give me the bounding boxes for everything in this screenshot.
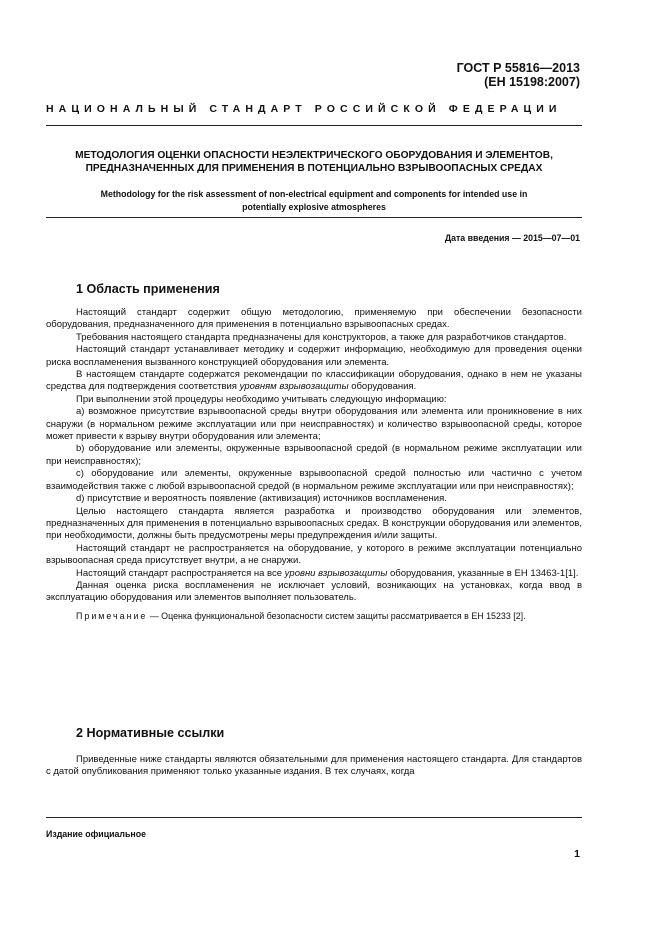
gost-number: ГОСТ Р 55816—2013: [456, 61, 580, 75]
paragraph: Требования настоящего стандарта предназначены для конструкторов, а также для разработчиков стандартов.: [76, 331, 567, 343]
introduction-date: Дата введения — 2015—07—01: [444, 233, 580, 243]
title-ru-line-2: ПРЕДНАЗНАЧЕННЫХ ДЛЯ ПРИМЕНЕНИЯ В ПОТЕНЦИАЛЬНО ВЗРЫВООПАСНЫХ СРЕДАХ: [85, 163, 543, 174]
paragraph: Данная оценка риска воспламенения не исключает условий, возникающих на установках, когда ввод в эксплуатацию оборудования или элементов выполняет пользователь.: [46, 579, 582, 604]
section-2-heading: 2 Нормативные ссылки: [76, 726, 225, 740]
paragraph: Целью настоящего стандарта является разработка и производство оборудования или элементов, предназначенных для применения в потенциально взрывоопасных средах. В конструкции оборудования или элементов, при необходимости, должны быть предусмотрены меры предупреждения и/или защиты.: [46, 505, 582, 542]
paragraph: При выполнении этой процедуры необходимо учитывать следующую информацию:: [76, 393, 447, 405]
edition-label: Издание официальное: [46, 829, 146, 839]
divider-top: [46, 125, 582, 126]
en-number: (ЕН 15198:2007): [484, 75, 580, 89]
note: [46, 610, 582, 622]
text-run: оборудования.: [348, 381, 417, 393]
title-en-line-2: potentially explosive atmospheres: [242, 201, 386, 212]
section-1-body: [46, 307, 582, 622]
paragraph: [46, 369, 582, 394]
paragraph: Настоящий стандарт устанавливает методику и содержит информацию, необходимую для проведения оценки риска воспламенения вызванного конструкцией оборудования или элемента.: [46, 344, 582, 368]
paragraph: Настоящий стандарт содержит общую методологию, применяемую при обеспечении безопасности оборудования, предназначенного для применения в потенциально взрывоопасных средах.: [46, 307, 582, 331]
page-number: 1: [574, 848, 580, 860]
paragraph: Приведенные ниже стандарты являются обязательными для применения настоящего стандарта. Для стандартов с датой опубликования применяют только указанные издания. В тех случаях, когда: [46, 754, 582, 778]
national-standard-heading: НАЦИОНАЛЬНЫЙ СТАНДАРТ РОССИЙСКОЙ ФЕДЕРАЦИИ: [46, 103, 562, 115]
paragraph: Настоящий стандарт не распространяется на оборудование, у которого в режиме эксплуатации потенциально взрывоопасная среда присутствует внутри, а не снаружи.: [46, 542, 582, 567]
text-run: В настоящем стандарте содержатся рекомендации по классификации оборудования, однако в нем не указаны средства для подтверждения соответствия: [46, 369, 582, 393]
emphasis: уровни взрывозащиты: [284, 567, 388, 579]
list-item-a: а) возможное присутствие взрывоопасной среды внутри оборудования или элемента или проникновение в них снаружи (в нормальном режиме эксплуатации или при неисправностях) и количество взрывоопасной среды, которое может привести к взрыву внутри оборудования или элемента;: [46, 406, 582, 443]
standard-designation: [457, 61, 580, 89]
note-label: Примечание: [76, 610, 148, 621]
divider-footer: [46, 817, 582, 818]
section-2-body: [46, 754, 582, 779]
title-ru-line-1: МЕТОДОЛОГИЯ ОЦЕНКИ ОПАСНОСТИ НЕЭЛЕКТРИЧЕСКОГО ОБОРУДОВАНИЯ И ЭЛЕМЕНТОВ,: [75, 150, 553, 161]
list-item-c: c) оборудование или элементы, окруженные взрывоопасной средой полностью или частично с учетом взаимодействия также с любой взрывоопасной средой (в нормальном режиме эксплуатации или при неисправностях);: [46, 468, 582, 492]
emphasis: уровням взрывозащиты: [239, 381, 349, 393]
section-1-heading: 1 Область применения: [76, 282, 220, 296]
document-title-ru: [46, 149, 582, 175]
paragraph: [46, 568, 582, 580]
divider-title: [46, 217, 582, 218]
list-item-b: b) оборудование или элементы, окруженные взрывоопасной средой (в нормальном режиме эксплуатации или при неисправностях);: [46, 443, 582, 467]
text-run: оборудования, указанные в ЕН 13463-1[1].: [387, 567, 579, 579]
document-title-en: [46, 188, 582, 213]
list-item-d: d) присутствие и вероятность появление (активизация) источников воспламенения.: [76, 493, 447, 505]
note-text: — Оценка функциональной безопасности систем защиты рассматривается в ЕН 15233 [2].: [147, 610, 526, 621]
text-run: Настоящий стандарт распространяется на все: [76, 567, 285, 579]
title-en-line-1: Methodology for the risk assessment of non-electrical equipment and components for intended use in: [100, 189, 528, 199]
